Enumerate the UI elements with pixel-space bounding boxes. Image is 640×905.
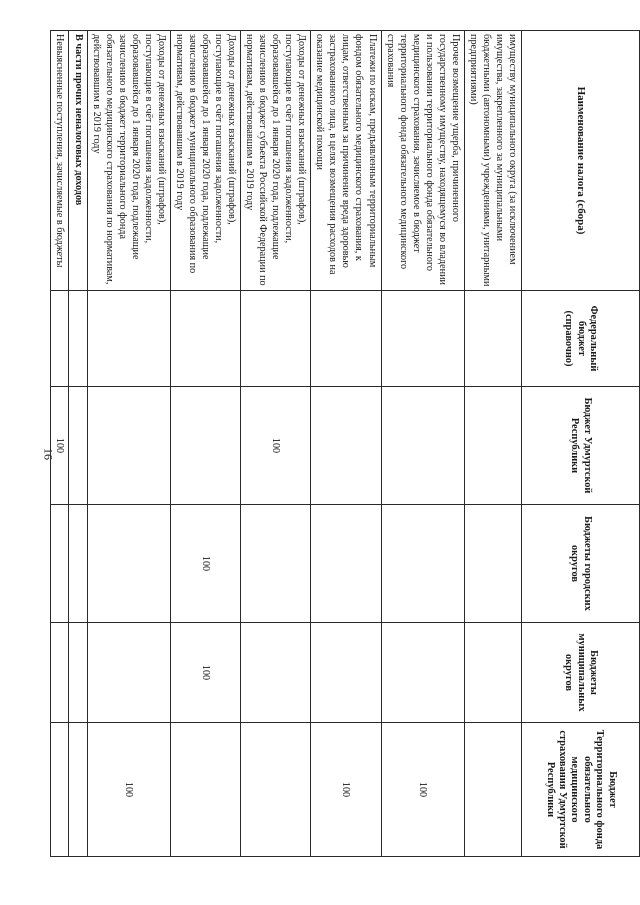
row-name-cell: Доходы от денежных взысканий (штрафов), поступающие в счёт погашения задолженности, образовавшейся до 1 января 2020 года, подлежащие зачислению в бюджет муниципального образования по нормативам, действовавшим в 2019 году <box>170 31 240 291</box>
column-header-udmurt-budget: Бюджет Удмуртской Республики <box>522 387 640 505</box>
value-cell-fund: 100 <box>311 723 381 857</box>
value-cell-city <box>69 505 87 623</box>
value-cell-federal <box>464 291 521 387</box>
value-cell-federal <box>311 291 381 387</box>
value-cell-federal <box>170 291 240 387</box>
table-header-row <box>522 31 640 857</box>
table-row <box>87 31 170 857</box>
column-header-medical-insurance-fund: Бюджет Территориального фонда обязательного медицинского страхования Удмуртской Республики <box>522 723 640 857</box>
column-header-city-districts: Бюджеты городских округов <box>522 505 640 623</box>
value-cell-municipal <box>464 623 521 723</box>
value-cell-municipal <box>241 623 311 723</box>
row-name-cell: Доходы от денежных взысканий (штрафов), поступающие в счёт погашения задолженности, образовавшейся до 1 января 2020 года, подлежащие зачислению в бюджет субъекта Российской Федерации по нормативам, действовавшим в 2019 году <box>241 31 311 291</box>
value-cell-municipal <box>69 623 87 723</box>
value-cell-fund <box>464 723 521 857</box>
table-row <box>381 31 464 857</box>
row-name-cell: имуществу муниципального округа (за исключением имущества, закрепленного за муниципальными бюджетными (автономными) учреждениями, унитарными предприятиями) <box>464 31 521 291</box>
table-row <box>170 31 240 857</box>
table-row <box>311 31 381 857</box>
value-cell-udmurt: 100 <box>51 387 69 505</box>
value-cell-federal <box>87 291 170 387</box>
value-cell-municipal: 100 <box>170 623 240 723</box>
column-header-municipal-districts: Бюджеты муниципальных округов <box>522 623 640 723</box>
value-cell-udmurt <box>170 387 240 505</box>
value-cell-city <box>241 505 311 623</box>
table-row <box>241 31 311 857</box>
value-cell-federal <box>69 291 87 387</box>
value-cell-municipal <box>311 623 381 723</box>
value-cell-udmurt <box>381 387 464 505</box>
row-name-cell: Доходы от денежных взысканий (штрафов), поступающие в счёт погашения задолженности, образовавшейся до 1 января 2020 года, подлежащие зачислению в бюджет территориального фонда обязательного медицинского страхования по нормативам, действовавшим в 2019 году <box>87 31 170 291</box>
value-cell-fund: 100 <box>87 723 170 857</box>
table-row <box>51 31 69 857</box>
value-cell-fund <box>170 723 240 857</box>
value-cell-fund <box>69 723 87 857</box>
value-cell-fund: 100 <box>381 723 464 857</box>
value-cell-udmurt <box>87 387 170 505</box>
value-cell-federal <box>51 291 69 387</box>
column-header-tax-name: Наименование налога (сбора) <box>522 31 640 291</box>
value-cell-udmurt <box>311 387 381 505</box>
row-name-cell: Платежи по искам, предъявленным территориальным фондом обязательного медицинского страхования, к лицам, ответственным за причинение вреда здоровью застрахованного лица, в целях возмещения расходов на оказание медицинской помощи <box>311 31 381 291</box>
value-cell-municipal <box>51 623 69 723</box>
value-cell-federal <box>241 291 311 387</box>
column-header-federal-budget: Федеральный бюджет (справочно) <box>522 291 640 387</box>
value-cell-municipal <box>381 623 464 723</box>
value-cell-city <box>311 505 381 623</box>
value-cell-federal <box>381 291 464 387</box>
value-cell-city <box>87 505 170 623</box>
value-cell-fund <box>241 723 311 857</box>
value-cell-municipal <box>87 623 170 723</box>
value-cell-city <box>51 505 69 623</box>
tax-distribution-table <box>50 30 640 857</box>
value-cell-udmurt <box>464 387 521 505</box>
value-cell-city <box>464 505 521 623</box>
rotated-page-content <box>54 30 640 856</box>
row-name-cell: Прочее возмещение ущерба, причиненного государственному имуществу, находящемуся во владении и пользовании территориального фонда обязательного медицинского страхования, зачисляемое в бюджет территориального фонда обязательного медицинского страхования <box>381 31 464 291</box>
table-row <box>464 31 521 857</box>
value-cell-udmurt: 100 <box>241 387 311 505</box>
section-row <box>69 31 87 857</box>
page-number: 16 <box>41 448 56 460</box>
value-cell-fund <box>51 723 69 857</box>
value-cell-city: 100 <box>170 505 240 623</box>
section-heading: В части прочих неналоговых доходов <box>69 31 87 291</box>
value-cell-city <box>381 505 464 623</box>
value-cell-udmurt <box>69 387 87 505</box>
row-name-cell: Невыясненные поступления, зачисляемые в бюджеты <box>51 31 69 291</box>
